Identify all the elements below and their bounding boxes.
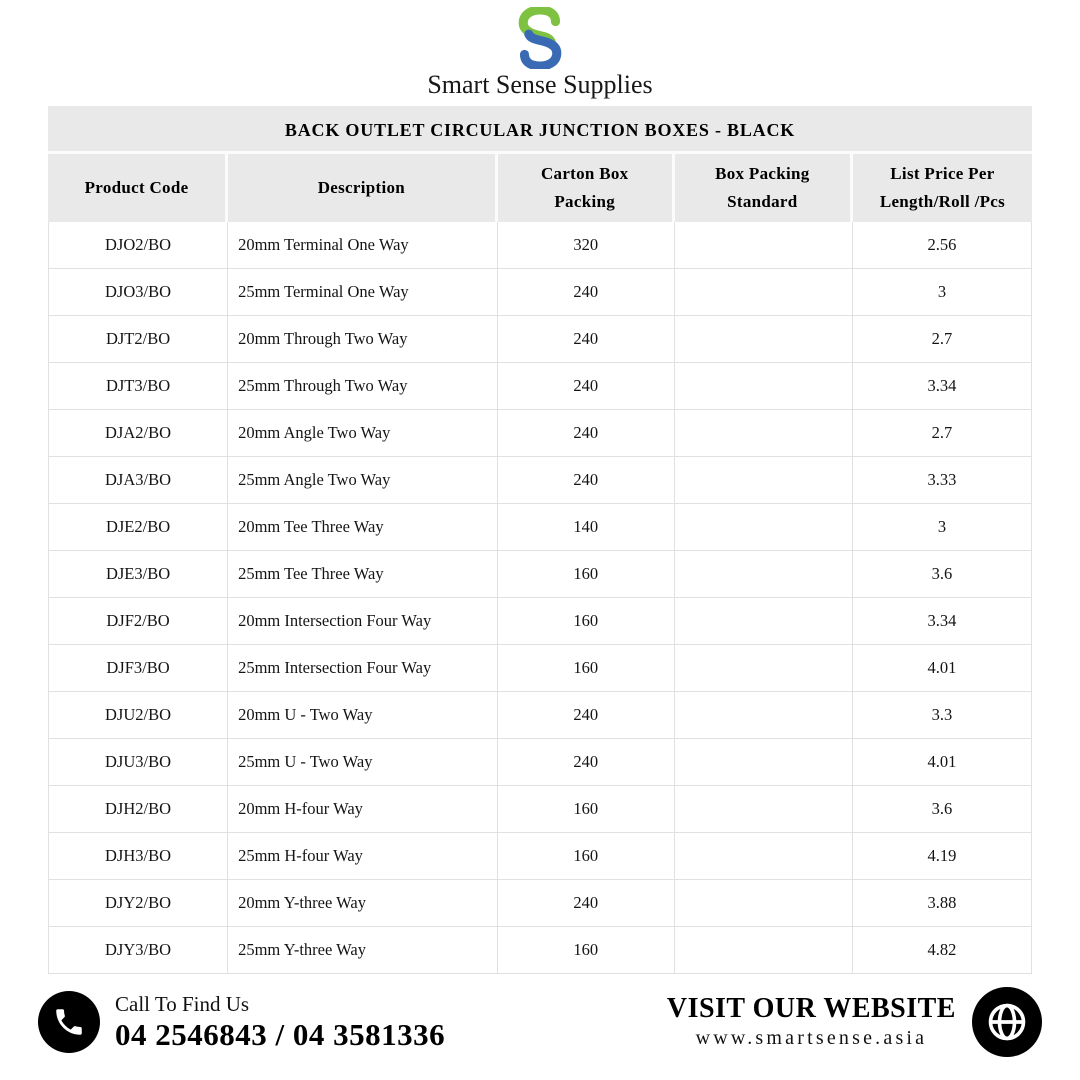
cell-list-price: 3.34: [853, 598, 1032, 645]
cell-description: 25mm H-four Way: [228, 833, 498, 880]
cell-carton-packing: 240: [498, 457, 675, 504]
table-body: [48, 222, 1032, 974]
cell-product-code: DJF2/BO: [48, 598, 228, 645]
column-header: Description: [228, 154, 498, 222]
cell-product-code: DJU3/BO: [48, 739, 228, 786]
cell-list-price: 2.7: [853, 410, 1032, 457]
table-row: [48, 410, 1032, 457]
table-row: [48, 739, 1032, 786]
globe-icon: [972, 987, 1042, 1057]
cell-carton-packing: 160: [498, 786, 675, 833]
cell-description: 20mm Tee Three Way: [228, 504, 498, 551]
cell-description: 25mm Intersection Four Way: [228, 645, 498, 692]
cell-list-price: 2.7: [853, 316, 1032, 363]
table-row: [48, 269, 1032, 316]
brand-header: [0, 0, 1080, 100]
cell-carton-packing: 240: [498, 410, 675, 457]
cell-product-code: DJY3/BO: [48, 927, 228, 974]
cell-product-code: DJT3/BO: [48, 363, 228, 410]
cell-description: 20mm U - Two Way: [228, 692, 498, 739]
cell-carton-packing: 160: [498, 927, 675, 974]
cell-list-price: 3.34: [853, 363, 1032, 410]
cell-list-price: 3: [853, 504, 1032, 551]
table-row: [48, 598, 1032, 645]
cell-product-code: DJO2/BO: [48, 222, 228, 269]
table-row: [48, 551, 1032, 598]
cell-box-standard: [675, 551, 853, 598]
cell-product-code: DJU2/BO: [48, 692, 228, 739]
cell-box-standard: [675, 880, 853, 927]
column-header: Carton Box Packing: [498, 154, 675, 222]
cell-description: 25mm Tee Three Way: [228, 551, 498, 598]
cell-carton-packing: 160: [498, 598, 675, 645]
table-row: [48, 880, 1032, 927]
cell-carton-packing: 240: [498, 880, 675, 927]
table-row: [48, 833, 1032, 880]
cell-product-code: DJT2/BO: [48, 316, 228, 363]
cell-list-price: 3.33: [853, 457, 1032, 504]
cell-box-standard: [675, 363, 853, 410]
table-row: [48, 927, 1032, 974]
cell-product-code: DJE3/BO: [48, 551, 228, 598]
cell-description: 20mm Angle Two Way: [228, 410, 498, 457]
table-row: [48, 316, 1032, 363]
table-row: [48, 457, 1032, 504]
table-header-row: [48, 154, 1032, 222]
cell-box-standard: [675, 739, 853, 786]
cell-description: 20mm Through Two Way: [228, 316, 498, 363]
cell-carton-packing: 240: [498, 692, 675, 739]
cell-list-price: 4.19: [853, 833, 1032, 880]
cell-product-code: DJH3/BO: [48, 833, 228, 880]
website-text: [667, 993, 956, 1051]
website-url: www.smartsense.asia: [695, 1027, 928, 1050]
product-table: [48, 154, 1032, 974]
cell-box-standard: [675, 269, 853, 316]
cell-list-price: 3.88: [853, 880, 1032, 927]
cell-box-standard: [675, 645, 853, 692]
call-label: Call To Find Us: [115, 991, 250, 1016]
cell-list-price: 3.6: [853, 786, 1032, 833]
cell-carton-packing: 160: [498, 645, 675, 692]
cell-box-standard: [675, 316, 853, 363]
cell-description: 20mm H-four Way: [228, 786, 498, 833]
cell-description: 20mm Intersection Four Way: [228, 598, 498, 645]
cell-list-price: 3.3: [853, 692, 1032, 739]
table-row: [48, 786, 1032, 833]
cell-product-code: DJE2/BO: [48, 504, 228, 551]
phone-icon: [38, 991, 100, 1053]
cell-description: 20mm Y-three Way: [228, 880, 498, 927]
phone-numbers: 04 2546843 / 04 3581336: [115, 1016, 446, 1052]
cell-box-standard: [675, 410, 853, 457]
footer: [0, 974, 1080, 1057]
table-row: [48, 222, 1032, 269]
table-row: [48, 363, 1032, 410]
cell-box-standard: [675, 598, 853, 645]
table-row: [48, 504, 1032, 551]
cell-carton-packing: 240: [498, 739, 675, 786]
cell-description: 25mm U - Two Way: [228, 739, 498, 786]
column-header: Product Code: [48, 154, 228, 222]
cell-description: 25mm Terminal One Way: [228, 269, 498, 316]
table-row: [48, 692, 1032, 739]
cell-list-price: 2.56: [853, 222, 1032, 269]
cell-list-price: 4.01: [853, 645, 1032, 692]
cell-list-price: 4.82: [853, 927, 1032, 974]
cell-box-standard: [675, 222, 853, 269]
cell-box-standard: [675, 457, 853, 504]
cell-product-code: DJO3/BO: [48, 269, 228, 316]
cell-box-standard: [675, 786, 853, 833]
cell-list-price: 3.6: [853, 551, 1032, 598]
contact-text: [115, 992, 445, 1053]
cell-list-price: 4.01: [853, 739, 1032, 786]
cell-product-code: DJA3/BO: [48, 457, 228, 504]
cell-description: 20mm Terminal One Way: [228, 222, 498, 269]
cell-box-standard: [675, 927, 853, 974]
cell-carton-packing: 240: [498, 363, 675, 410]
contact-block: [38, 991, 445, 1053]
table-row: [48, 645, 1032, 692]
table-title: BACK OUTLET CIRCULAR JUNCTION BOXES - BLACK: [48, 106, 1032, 154]
cell-description: 25mm Angle Two Way: [228, 457, 498, 504]
price-table: [48, 106, 1032, 974]
cell-box-standard: [675, 833, 853, 880]
cell-description: 25mm Through Two Way: [228, 363, 498, 410]
s-logo-icon: [511, 7, 569, 69]
cell-product-code: DJA2/BO: [48, 410, 228, 457]
cell-list-price: 3: [853, 269, 1032, 316]
column-header: List Price Per Length/Roll /Pcs: [853, 154, 1032, 222]
cell-box-standard: [675, 504, 853, 551]
visit-label: VISIT OUR WEBSITE: [666, 992, 956, 1024]
website-block: [667, 987, 1042, 1057]
cell-carton-packing: 240: [498, 316, 675, 363]
cell-carton-packing: 160: [498, 833, 675, 880]
cell-carton-packing: 320: [498, 222, 675, 269]
cell-carton-packing: 240: [498, 269, 675, 316]
brand-name: Smart Sense Supplies: [427, 70, 653, 99]
cell-product-code: DJY2/BO: [48, 880, 228, 927]
cell-product-code: DJF3/BO: [48, 645, 228, 692]
cell-carton-packing: 140: [498, 504, 675, 551]
cell-description: 25mm Y-three Way: [228, 927, 498, 974]
cell-carton-packing: 160: [498, 551, 675, 598]
column-header: Box Packing Standard: [675, 154, 853, 222]
cell-box-standard: [675, 692, 853, 739]
cell-product-code: DJH2/BO: [48, 786, 228, 833]
